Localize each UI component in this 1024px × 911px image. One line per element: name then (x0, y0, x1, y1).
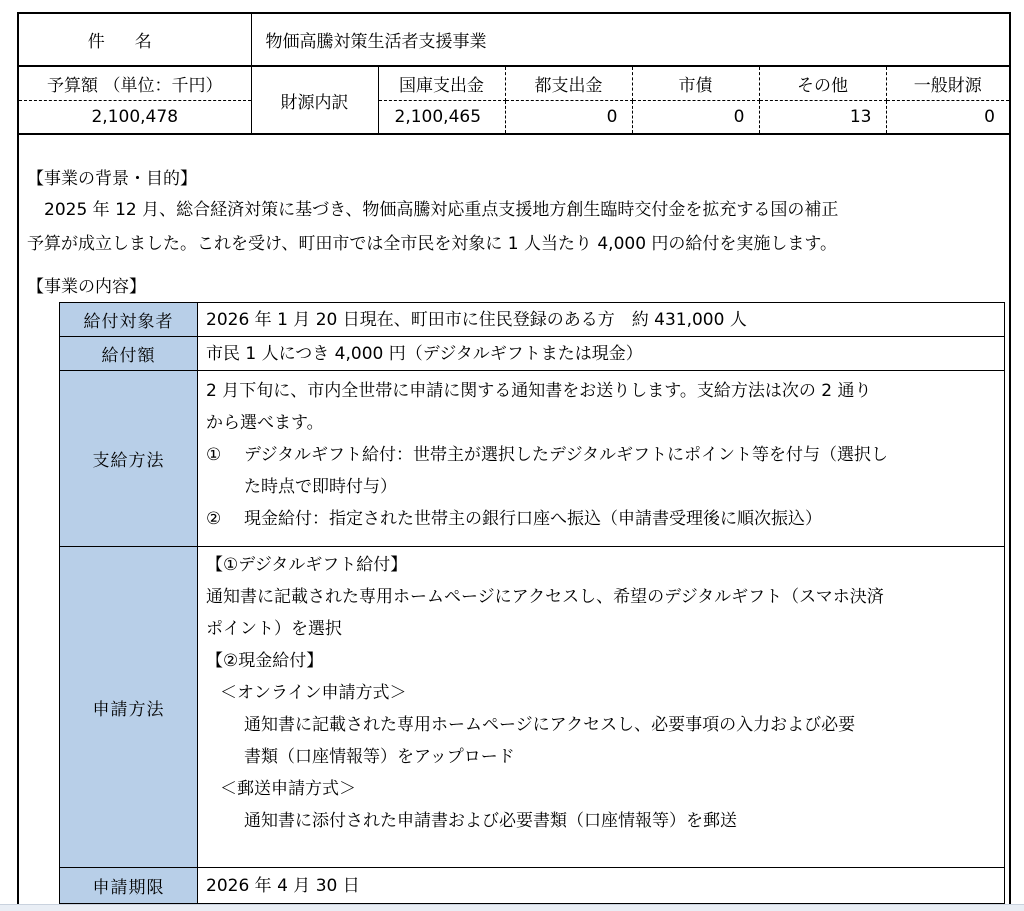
method-item-1 (206, 439, 1004, 471)
apply-digital-line-1: 通知書に記載された専用ホームページにアクセスし、希望のデジタルギフト（スマホ決済 (206, 587, 884, 607)
source-value-other: 13 (759, 100, 886, 134)
source-value-national: 2,100,465 (378, 100, 505, 134)
source-value-metro: 0 (505, 100, 632, 134)
source-header-national: 国庫支出金 (378, 66, 505, 100)
source-value-bond: 0 (632, 100, 759, 134)
target-label: 給付対象者 (60, 303, 198, 337)
deadline-value (198, 868, 1005, 904)
method-item-2-text: 現金給付：指定された世帯主の銀行口座へ振込（申請書受理後に順次振込） (244, 509, 822, 529)
apply-cash-heading: 【②現金給付】 (206, 651, 324, 671)
method-item-1-text: デジタルギフト給付：世帯主が選択したデジタルギフトにポイント等を付与（選択し (244, 445, 888, 465)
deadline-text: 2026 年 4 月 30 日 (206, 875, 360, 896)
apply-digital-heading: 【①デジタルギフト給付】 (206, 555, 408, 575)
apply-online-line-2: 書類（口座情報等）をアップロード (244, 747, 515, 767)
method-item-2 (206, 503, 1004, 535)
title-label: 件名 (19, 14, 251, 66)
apply-digital-line-2: ポイント）を選択 (206, 619, 342, 639)
target-value (198, 303, 1005, 337)
apply-mail-heading: ＜郵送申請方式＞ (220, 779, 356, 799)
background-line-2: 予算が成立しました。これを受け、町田市では全市民を対象に 1 人当たり 4,000 円の給付を実施します。 (27, 234, 838, 254)
method-line-1: 2 月下旬に、市内全世帯に申請に関する通知書をお送りします。支給方法は次の 2 通り (206, 381, 872, 401)
apply-label: 申請方法 (60, 547, 198, 868)
background-heading: 【事業の背景・目的】 (27, 169, 197, 189)
method-value (198, 371, 1005, 547)
apply-online-line-1: 通知書に記載された専用ホームページにアクセスし、必要事項の入力および必要 (244, 715, 856, 735)
method-label: 支給方法 (60, 371, 198, 547)
content-heading: 【事業の内容】 (27, 277, 146, 297)
apply-online-heading: ＜オンライン申請方式＞ (220, 683, 407, 703)
details-table (59, 302, 1005, 904)
method-item-2-number: ② (206, 509, 222, 529)
method-item-1-cont: た時点で即時付与） (244, 477, 397, 497)
apply-value (198, 547, 1005, 868)
source-label: 財源内訳 (251, 66, 378, 134)
method-item-1-number: ① (206, 445, 222, 465)
apply-mail-line-1: 通知書に添付された申請書および必要書類（口座情報等）を郵送 (244, 811, 737, 831)
budget-label: 予算額 （単位：千円） (19, 66, 251, 100)
source-header-other: その他 (759, 66, 886, 100)
budget-value: 2,100,478 (19, 100, 251, 134)
method-line-2: から選べます。 (206, 413, 324, 433)
summary-table (19, 14, 1009, 135)
project-title: 物価高騰対策生活者支援事業 (251, 14, 1009, 66)
source-header-metro: 都支出金 (505, 66, 632, 100)
source-value-general: 0 (886, 100, 1009, 134)
target-text: 2026 年 1 月 20 日現在、町田市に住民登録のある方 約 431,000 人 (206, 309, 747, 330)
amount-label: 給付額 (60, 337, 198, 371)
amount-text: 市民 1 人につき 4,000 円（デジタルギフトまたは現金） (206, 343, 643, 364)
deadline-label: 申請期限 (60, 868, 198, 904)
source-header-bond: 市債 (632, 66, 759, 100)
source-header-general: 一般財源 (886, 66, 1009, 100)
background-line-1: 2025 年 12 月、総合経済対策に基づき、物価高騰対応重点支援地方創生臨時交付金を拡充する国の補正 (27, 200, 839, 220)
document-page (17, 12, 1011, 910)
amount-value (198, 337, 1005, 371)
